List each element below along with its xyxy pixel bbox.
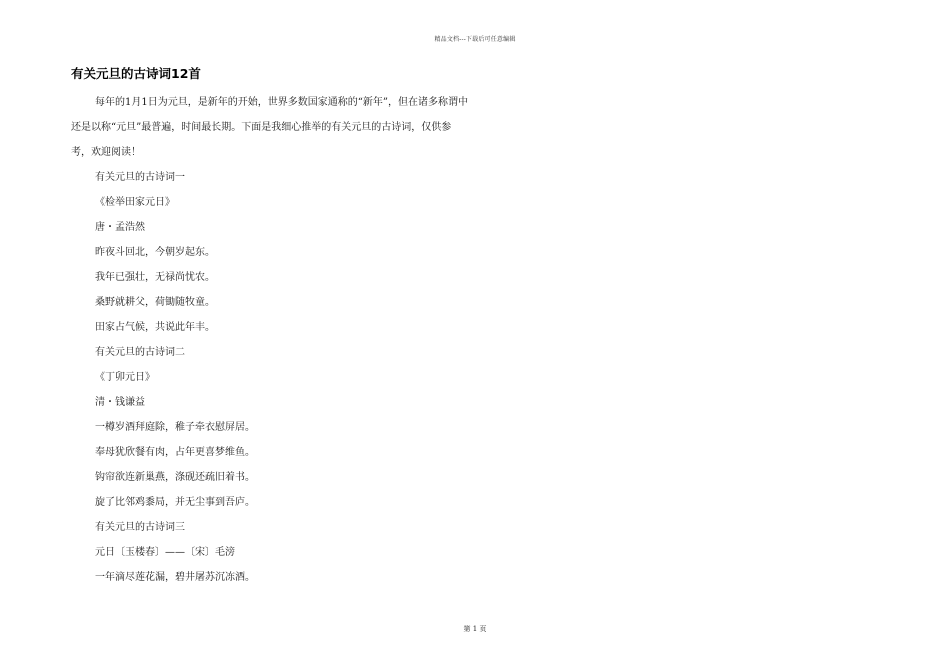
poem-line: 一樽岁酒拜庭除，稚子牵衣慰屏居。 bbox=[95, 422, 255, 433]
document-body bbox=[71, 64, 471, 590]
poem-line: 有关元旦的古诗词一 bbox=[95, 172, 185, 183]
poem-line: 有关元旦的古诗词三 bbox=[95, 522, 185, 533]
poem-line: 《丁卯元日》 bbox=[95, 372, 155, 383]
poem-line: 清・钱谦益 bbox=[95, 397, 145, 408]
poem-line: 奉母犹欣餐有肉，占年更喜梦维鱼。 bbox=[95, 447, 255, 458]
poem-line: 田家占气候，共说此年丰。 bbox=[95, 322, 215, 333]
poem-line: 元日〔玉楼春〕——〔宋〕毛滂 bbox=[95, 547, 235, 558]
poem-line: 钩帘欲连新巢燕，涤砚还疏旧着书。 bbox=[95, 472, 255, 483]
poem-line: 旋了比邻鸡黍局，并无尘事到吾庐。 bbox=[95, 497, 255, 508]
poem-line: 一年滴尽莲花漏，碧井屠苏沉冻酒。 bbox=[95, 572, 255, 583]
poem-line: 我年已强壮，无禄尚忧农。 bbox=[95, 272, 215, 283]
intro-paragraph: 每年的1月1日为元旦，是新年的开始，世界多数国家通称的“新年”，但在诸多称谓中还是以称“元旦”最普遍，时间最长期。下面是我细心推举的有关元旦的古诗词，仅供参考，欢迎阅读！ bbox=[71, 97, 468, 158]
poem-line: 有关元旦的古诗词二 bbox=[95, 347, 185, 358]
poem-line: 唐・孟浩然 bbox=[95, 222, 145, 233]
page-header: 精品文档---下载后可任意编辑 bbox=[434, 36, 516, 43]
document-title: 有关元旦的古诗词12首 bbox=[71, 66, 201, 81]
poem-line: 昨夜斗回北，今朝岁起东。 bbox=[95, 247, 215, 258]
poem-line: 《检举田家元日》 bbox=[95, 197, 175, 208]
poem-lines bbox=[71, 165, 471, 590]
page-number: 第 1 页 bbox=[463, 625, 487, 633]
poem-line: 桑野就耕父，荷锄随牧童。 bbox=[95, 297, 215, 308]
